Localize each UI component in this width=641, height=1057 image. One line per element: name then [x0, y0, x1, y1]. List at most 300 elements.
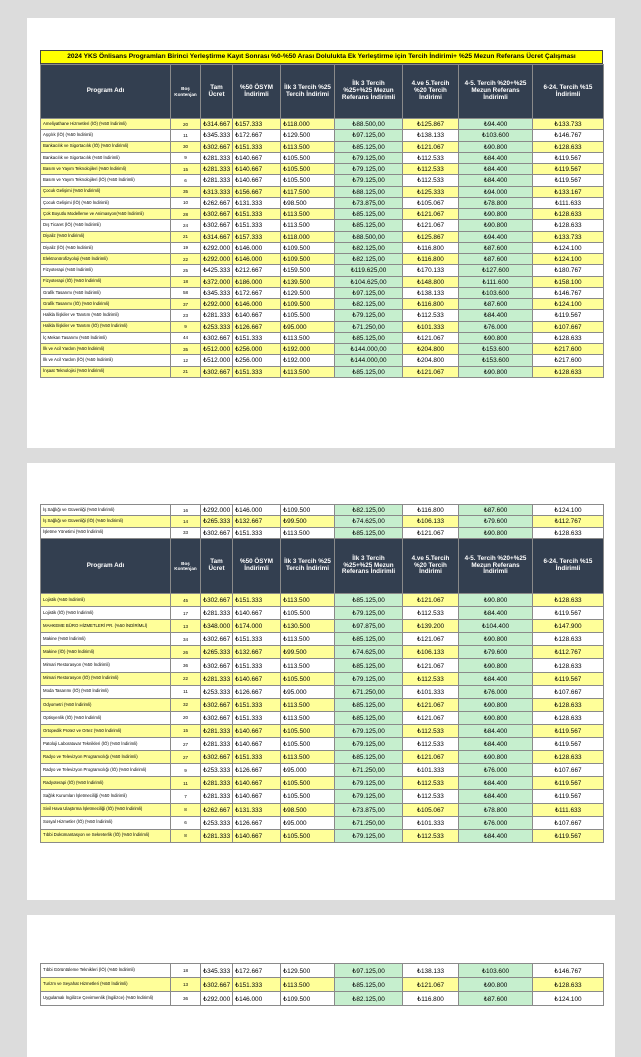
cell-first3-referral: ₺82.125,00: [335, 242, 403, 253]
cell-pref45-discount: ₺170.133: [403, 265, 459, 276]
cell-pref45-discount: ₺121.067: [403, 527, 459, 538]
cell-full-fee: ₺292.000: [201, 242, 233, 253]
cell-program-name: Çocuk Gelişimi (İÖ) (%50 İndirimli): [41, 197, 171, 208]
cell-osym-discounted: ₺186.000: [233, 276, 281, 287]
cell-program-name: Tıbbi Görüntüleme Teknikleri (İÖ) (%50 İndirimli): [41, 964, 171, 978]
cell-empty-quota: 11: [171, 777, 201, 790]
cell-pref45-referral: ₺87.600: [459, 992, 533, 1006]
cell-full-fee: ₺345.333: [201, 287, 233, 298]
sheet-page-1: [27, 18, 615, 448]
cell-pref6-24-discount: ₺112.767: [533, 516, 604, 527]
cell-empty-quota: 12: [171, 355, 201, 366]
cell-first3-referral: ₺79.125,00: [335, 829, 403, 842]
cell-osym-discounted: ₺140.667: [233, 724, 281, 737]
cell-pref6-24-discount: ₺217.600: [533, 344, 604, 355]
cell-pref45-referral: ₺103.600: [459, 287, 533, 298]
cell-full-fee: ₺292.000: [201, 254, 233, 265]
cell-pref6-24-discount: ₺112.767: [533, 646, 604, 659]
cell-first3-discount: ₺95.000: [281, 321, 335, 332]
cell-pref45-discount: ₺121.067: [403, 659, 459, 672]
sheet-page-3: [27, 915, 615, 1057]
cell-empty-quota: 37: [171, 299, 201, 310]
cell-full-fee: ₺302.667: [201, 332, 233, 343]
cell-first3-discount: ₺98.500: [281, 803, 335, 816]
cell-pref45-discount: ₺112.533: [403, 738, 459, 751]
header-full-fee: Tam Ücret: [201, 65, 233, 119]
cell-full-fee: ₺253.333: [201, 321, 233, 332]
table-row: [41, 209, 604, 220]
cell-first3-discount: ₺117.500: [281, 186, 335, 197]
cell-pref45-referral: ₺94.400: [459, 119, 533, 130]
cell-program-name: Fizyoterapi (%50 İndirimli): [41, 265, 171, 276]
cell-full-fee: ₺281.333: [201, 738, 233, 751]
cell-pref45-discount: ₺112.533: [403, 777, 459, 790]
cell-first3-discount: ₺192.000: [281, 344, 335, 355]
cell-program-name: Çok Boyutlu Modelleme ve Animasyon(%50 İndirimli): [41, 209, 171, 220]
cell-first3-discount: ₺105.500: [281, 777, 335, 790]
table-row: [41, 764, 604, 777]
cell-pref45-referral: ₺87.600: [459, 242, 533, 253]
cell-full-fee: ₺302.667: [201, 209, 233, 220]
cell-first3-referral: ₺79.125,00: [335, 175, 403, 186]
cell-pref45-discount: ₺112.533: [403, 724, 459, 737]
cell-pref45-discount: ₺138.133: [403, 130, 459, 141]
cell-pref45-discount: ₺112.533: [403, 175, 459, 186]
cell-first3-discount: ₺113.500: [281, 527, 335, 538]
cell-pref45-referral: ₺127.600: [459, 265, 533, 276]
cell-osym-discounted: ₺126.667: [233, 764, 281, 777]
cell-pref6-24-discount: ₺119.567: [533, 790, 604, 803]
cell-pref45-referral: ₺87.600: [459, 505, 533, 516]
cell-program-name: Radyo ve Televizyon Programcılığı (%50 İndirimli): [41, 751, 171, 764]
cell-program-name: İş Sağlığı ve Güvenliği (%50 İndirimli): [41, 505, 171, 516]
cell-first3-referral: ₺104.625,00: [335, 276, 403, 287]
header-program-name: Program Adı: [41, 539, 171, 594]
cell-program-name: Basım ve Yayım Teknolojileri (İÖ) (%50 İndirimli): [41, 175, 171, 186]
cell-empty-quota: 18: [171, 276, 201, 287]
cell-osym-discounted: ₺151.333: [233, 141, 281, 152]
cell-pref45-referral: ₺153.600: [459, 355, 533, 366]
cell-pref6-24-discount: ₺119.567: [533, 777, 604, 790]
cell-pref6-24-discount: ₺119.567: [533, 829, 604, 842]
cell-empty-quota: 25: [171, 265, 201, 276]
header-pref45-discount: 4.ve 5.Tercih %20 Tercih İndirimi: [403, 539, 459, 594]
cell-first3-referral: ₺82.125,00: [335, 505, 403, 516]
cell-pref45-referral: ₺76.000: [459, 321, 533, 332]
cell-first3-referral: ₺74.625,00: [335, 516, 403, 527]
cell-pref45-referral: ₺84.400: [459, 724, 533, 737]
cell-full-fee: ₺512.000: [201, 355, 233, 366]
cell-full-fee: ₺265.333: [201, 516, 233, 527]
cell-empty-quota: 9: [171, 321, 201, 332]
cell-full-fee: ₺292.000: [201, 505, 233, 516]
table-row: [41, 685, 604, 698]
cell-pref45-referral: ₺84.400: [459, 164, 533, 175]
table-row: [41, 646, 604, 659]
table-row: [41, 620, 604, 633]
cell-empty-quota: 11: [171, 130, 201, 141]
cell-full-fee: ₺302.667: [201, 659, 233, 672]
cell-pref45-discount: ₺139.200: [403, 620, 459, 633]
table-row: [41, 332, 604, 343]
cell-full-fee: ₺314.667: [201, 119, 233, 130]
cell-full-fee: ₺302.667: [201, 366, 233, 377]
cell-pref45-referral: ₺104.400: [459, 620, 533, 633]
cell-empty-quota: 32: [171, 698, 201, 711]
table-row: [41, 164, 604, 175]
cell-first3-referral: ₺85.125,00: [335, 711, 403, 724]
cell-osym-discounted: ₺151.333: [233, 633, 281, 646]
table-row: [41, 803, 604, 816]
cell-program-name: Diyaliz (İÖ) (%50 İndirimli): [41, 242, 171, 253]
cell-pref45-discount: ₺138.133: [403, 287, 459, 298]
cell-pref45-discount: ₺112.533: [403, 152, 459, 163]
table-row: [41, 777, 604, 790]
cell-empty-quota: 20: [171, 711, 201, 724]
cell-first3-discount: ₺192.000: [281, 355, 335, 366]
cell-pref6-24-discount: ₺128.633: [533, 366, 604, 377]
cell-full-fee: ₺281.333: [201, 175, 233, 186]
cell-full-fee: ₺262.667: [201, 803, 233, 816]
cell-empty-quota: 21: [171, 366, 201, 377]
cell-first3-discount: ₺118.000: [281, 119, 335, 130]
cell-program-name: Halkla İlişkiler ve Tanıtım (İÖ) (%50 İndirimli): [41, 321, 171, 332]
cell-pref6-24-discount: ₺128.633: [533, 594, 604, 607]
cell-pref45-discount: ₺138.133: [403, 964, 459, 978]
cell-empty-quota: 22: [171, 672, 201, 685]
cell-osym-discounted: ₺140.667: [233, 790, 281, 803]
table-row: [41, 751, 604, 764]
cell-full-fee: ₺314.667: [201, 231, 233, 242]
cell-pref45-discount: ₺125.333: [403, 186, 459, 197]
cell-pref45-discount: ₺121.067: [403, 751, 459, 764]
cell-pref45-discount: ₺121.067: [403, 698, 459, 711]
cell-osym-discounted: ₺146.000: [233, 299, 281, 310]
cell-pref45-discount: ₺101.333: [403, 685, 459, 698]
cell-program-name: Radyoterapi (İÖ) (%50 İndirimli): [41, 777, 171, 790]
cell-empty-quota: 13: [171, 620, 201, 633]
cell-empty-quota: 23: [171, 310, 201, 321]
cell-pref6-24-discount: ₺146.767: [533, 130, 604, 141]
cell-pref6-24-discount: ₺119.567: [533, 164, 604, 175]
cell-pref45-discount: ₺105.067: [403, 803, 459, 816]
cell-first3-discount: ₺95.000: [281, 685, 335, 698]
cell-first3-discount: ₺113.500: [281, 659, 335, 672]
cell-osym-discounted: ₺156.667: [233, 186, 281, 197]
cell-empty-quota: 34: [171, 633, 201, 646]
cell-full-fee: ₺512.000: [201, 344, 233, 355]
cell-first3-referral: ₺144.000,00: [335, 355, 403, 366]
header-first3-referral: İlk 3 Tercih %25+%25 Mezun Referans İndirimli: [335, 539, 403, 594]
cell-empty-quota: 21: [171, 231, 201, 242]
cell-osym-discounted: ₺172.667: [233, 964, 281, 978]
cell-empty-quota: 45: [171, 594, 201, 607]
cell-first3-referral: ₺85.125,00: [335, 332, 403, 343]
cell-osym-discounted: ₺140.667: [233, 310, 281, 321]
cell-pref45-discount: ₺116.800: [403, 992, 459, 1006]
cell-first3-discount: ₺113.500: [281, 209, 335, 220]
cell-osym-discounted: ₺151.333: [233, 366, 281, 377]
cell-osym-discounted: ₺146.000: [233, 254, 281, 265]
cell-first3-referral: ₺79.125,00: [335, 724, 403, 737]
cell-pref6-24-discount: ₺128.633: [533, 659, 604, 672]
cell-first3-referral: ₺79.125,00: [335, 607, 403, 620]
cell-pref6-24-discount: ₺107.667: [533, 816, 604, 829]
cell-first3-discount: ₺105.500: [281, 175, 335, 186]
cell-empty-quota: 10: [171, 197, 201, 208]
cell-first3-referral: ₺144.000,00: [335, 344, 403, 355]
cell-program-name: Aşçılık (İÖ) (%50 İndirimli): [41, 130, 171, 141]
cell-pref45-discount: ₺112.533: [403, 829, 459, 842]
table-row: [41, 321, 604, 332]
cell-osym-discounted: ₺140.667: [233, 175, 281, 186]
cell-first3-referral: ₺85.125,00: [335, 698, 403, 711]
cell-program-name: Mimari Restorasyon (İÖ) (%50 İndirimli): [41, 672, 171, 685]
cell-pref45-referral: ₺76.000: [459, 764, 533, 777]
cell-pref6-24-discount: ₺124.100: [533, 992, 604, 1006]
header-pref6-24-discount: 6-24. Tercih %15 İndirimli: [533, 539, 604, 594]
cell-first3-referral: ₺71.250,00: [335, 816, 403, 829]
cell-osym-discounted: ₺172.667: [233, 287, 281, 298]
cell-empty-quota: 6: [171, 175, 201, 186]
cell-pref45-referral: ₺76.000: [459, 816, 533, 829]
cell-empty-quota: 35: [171, 186, 201, 197]
cell-first3-discount: ₺105.500: [281, 672, 335, 685]
cell-pref45-discount: ₺112.533: [403, 607, 459, 620]
cell-first3-referral: ₺79.125,00: [335, 738, 403, 751]
cell-osym-discounted: ₺132.667: [233, 516, 281, 527]
cell-pref45-discount: ₺125.867: [403, 119, 459, 130]
cell-osym-discounted: ₺151.333: [233, 209, 281, 220]
cell-osym-discounted: ₺256.000: [233, 355, 281, 366]
cell-program-name: Grafik Tasarımı (%50 İndirimli): [41, 287, 171, 298]
cell-pref6-24-discount: ₺128.633: [533, 220, 604, 231]
cell-empty-quota: 27: [171, 738, 201, 751]
table-row: [41, 366, 604, 377]
cell-program-name: İşletme Yönetimi (%50 İndirimli): [41, 527, 171, 538]
cell-pref45-discount: ₺121.067: [403, 978, 459, 992]
cell-pref45-referral: ₺84.400: [459, 310, 533, 321]
cell-pref45-referral: ₺76.000: [459, 685, 533, 698]
cell-full-fee: ₺348.000: [201, 620, 233, 633]
cell-empty-quota: 35: [171, 344, 201, 355]
cell-osym-discounted: ₺174.000: [233, 620, 281, 633]
cell-osym-discounted: ₺140.667: [233, 607, 281, 620]
cell-first3-discount: ₺113.500: [281, 751, 335, 764]
cell-full-fee: ₺302.667: [201, 698, 233, 711]
cell-pref6-24-discount: ₺128.633: [533, 698, 604, 711]
cell-pref45-referral: ₺90.800: [459, 332, 533, 343]
cell-first3-referral: ₺97.125,00: [335, 287, 403, 298]
cell-first3-referral: ₺79.125,00: [335, 790, 403, 803]
cell-first3-referral: ₺85.125,00: [335, 366, 403, 377]
cell-first3-referral: ₺88.500,00: [335, 119, 403, 130]
cell-pref6-24-discount: ₺133.167: [533, 186, 604, 197]
cell-first3-discount: ₺113.500: [281, 366, 335, 377]
table-row: [41, 659, 604, 672]
cell-first3-discount: ₺113.500: [281, 141, 335, 152]
cell-pref45-referral: ₺90.800: [459, 659, 533, 672]
cell-osym-discounted: ₺157.333: [233, 119, 281, 130]
cell-empty-quota: 36: [171, 992, 201, 1006]
cell-osym-discounted: ₺151.333: [233, 659, 281, 672]
cell-empty-quota: 17: [171, 607, 201, 620]
cell-first3-referral: ₺82.125,00: [335, 992, 403, 1006]
header-osym-discounted: %50 ÖSYM İndirimli: [233, 65, 281, 119]
cell-osym-discounted: ₺140.667: [233, 777, 281, 790]
cell-first3-referral: ₺73.875,00: [335, 197, 403, 208]
cell-program-name: Sosyal Hizmetler (İÖ) (%50 İndirimli): [41, 816, 171, 829]
fee-table-2: [40, 538, 604, 843]
cell-pref6-24-discount: ₺119.567: [533, 724, 604, 737]
cell-pref45-referral: ₺84.400: [459, 607, 533, 620]
cell-program-name: İnşaat Teknolojisi (%50 İndirimli): [41, 366, 171, 377]
fee-table-2-top: [40, 504, 604, 539]
cell-pref45-referral: ₺87.600: [459, 254, 533, 265]
cell-first3-discount: ₺118.000: [281, 231, 335, 242]
table-row: [41, 254, 604, 265]
cell-empty-quota: 27: [171, 751, 201, 764]
cell-osym-discounted: ₺126.667: [233, 321, 281, 332]
cell-first3-referral: ₺85.125,00: [335, 594, 403, 607]
cell-pref45-referral: ₺153.600: [459, 344, 533, 355]
cell-first3-discount: ₺113.500: [281, 978, 335, 992]
cell-program-name: MAHKEME BÜRO HİZMETLERİ PR. (%50 İNDİRİMLİ): [41, 620, 171, 633]
cell-osym-discounted: ₺151.333: [233, 220, 281, 231]
cell-first3-discount: ₺98.500: [281, 197, 335, 208]
cell-program-name: Sivil Hava Ulaştırma İşletmeciliği (İÖ) (%50 İndirimli): [41, 803, 171, 816]
cell-pref45-referral: ₺90.800: [459, 209, 533, 220]
cell-program-name: Elektronörofizyoloji (%50 İndirimli): [41, 254, 171, 265]
cell-program-name: Ameliyathane Hizmetleri (İÖ) (%50 İndirimli): [41, 119, 171, 130]
cell-pref6-24-discount: ₺111.633: [533, 197, 604, 208]
cell-full-fee: ₺281.333: [201, 607, 233, 620]
cell-full-fee: ₺281.333: [201, 724, 233, 737]
cell-first3-referral: ₺79.125,00: [335, 310, 403, 321]
table-row: [41, 310, 604, 321]
cell-pref45-referral: ₺94.400: [459, 231, 533, 242]
cell-pref6-24-discount: ₺119.567: [533, 607, 604, 620]
cell-program-name: Halkla İlişkiler ve Tanıtım (%50 İndirimli): [41, 310, 171, 321]
header-pref45-referral: 4-5. Tercih %20+%25 Mezun Referans İndirimli: [459, 65, 533, 119]
cell-pref45-discount: ₺125.867: [403, 231, 459, 242]
cell-full-fee: ₺281.333: [201, 164, 233, 175]
cell-pref45-referral: ₺84.400: [459, 672, 533, 685]
cell-first3-discount: ₺99.500: [281, 646, 335, 659]
cell-empty-quota: 9: [171, 764, 201, 777]
cell-pref45-discount: ₺101.333: [403, 816, 459, 829]
cell-full-fee: ₺302.667: [201, 141, 233, 152]
cell-empty-quota: 7: [171, 790, 201, 803]
cell-first3-referral: ₺82.125,00: [335, 254, 403, 265]
cell-osym-discounted: ₺131.333: [233, 803, 281, 816]
cell-empty-quota: 16: [171, 505, 201, 516]
cell-first3-referral: ₺79.125,00: [335, 672, 403, 685]
cell-empty-quota: 30: [171, 141, 201, 152]
cell-full-fee: ₺281.333: [201, 672, 233, 685]
cell-full-fee: ₺292.000: [201, 992, 233, 1006]
cell-empty-quota: 15: [171, 724, 201, 737]
cell-program-name: Bankacılık ve Sigortacılık (İÖ) (%50 İndirimli): [41, 141, 171, 152]
cell-pref6-24-discount: ₺124.100: [533, 505, 604, 516]
cell-program-name: Diyaliz (%50 İndirimli): [41, 231, 171, 242]
cell-pref6-24-discount: ₺119.567: [533, 152, 604, 163]
table-row: [41, 738, 604, 751]
table-row: [41, 527, 604, 538]
cell-first3-referral: ₺79.125,00: [335, 777, 403, 790]
cell-pref6-24-discount: ₺119.567: [533, 738, 604, 751]
table-row: [41, 816, 604, 829]
cell-full-fee: ₺281.333: [201, 790, 233, 803]
cell-full-fee: ₺253.333: [201, 816, 233, 829]
cell-first3-referral: ₺85.125,00: [335, 209, 403, 220]
cell-osym-discounted: ₺140.667: [233, 829, 281, 842]
cell-osym-discounted: ₺140.667: [233, 164, 281, 175]
cell-full-fee: ₺302.667: [201, 978, 233, 992]
cell-first3-referral: ₺85.125,00: [335, 978, 403, 992]
cell-full-fee: ₺265.333: [201, 646, 233, 659]
cell-pref45-referral: ₺87.600: [459, 299, 533, 310]
cell-first3-referral: ₺97.875,00: [335, 620, 403, 633]
table-row: [41, 964, 604, 978]
header-first3-referral: İlk 3 Tercih %25+%25 Mezun Referans İndirimli: [335, 65, 403, 119]
cell-first3-discount: ₺113.500: [281, 332, 335, 343]
cell-pref45-discount: ₺121.067: [403, 366, 459, 377]
cell-full-fee: ₺253.333: [201, 685, 233, 698]
cell-first3-discount: ₺109.500: [281, 242, 335, 253]
cell-program-name: Odyometri (%50 İndirimli): [41, 698, 171, 711]
cell-pref6-24-discount: ₺124.100: [533, 299, 604, 310]
cell-first3-discount: ₺105.500: [281, 738, 335, 751]
cell-first3-discount: ₺109.500: [281, 992, 335, 1006]
cell-pref6-24-discount: ₺217.600: [533, 355, 604, 366]
table-row: [41, 607, 604, 620]
table-row: [41, 231, 604, 242]
cell-pref6-24-discount: ₺128.633: [533, 751, 604, 764]
cell-pref6-24-discount: ₺119.567: [533, 175, 604, 186]
cell-first3-discount: ₺139.500: [281, 276, 335, 287]
cell-first3-discount: ₺105.500: [281, 310, 335, 321]
cell-first3-discount: ₺129.500: [281, 287, 335, 298]
cell-program-name: Sağlık Kurumları İşletmeciliği (%50 İndirimli): [41, 790, 171, 803]
table-row: [41, 141, 604, 152]
cell-pref45-referral: ₺84.400: [459, 829, 533, 842]
header-osym-discounted: %50 ÖSYM İndirimli: [233, 539, 281, 594]
cell-first3-discount: ₺109.500: [281, 299, 335, 310]
cell-pref45-discount: ₺101.333: [403, 321, 459, 332]
cell-empty-quota: 8: [171, 829, 201, 842]
cell-first3-discount: ₺159.500: [281, 265, 335, 276]
cell-empty-quota: 9: [171, 152, 201, 163]
cell-first3-discount: ₺105.500: [281, 152, 335, 163]
cell-empty-quota: 13: [171, 978, 201, 992]
cell-osym-discounted: ₺256.000: [233, 344, 281, 355]
cell-pref45-discount: ₺204.800: [403, 355, 459, 366]
cell-pref45-discount: ₺105.067: [403, 197, 459, 208]
cell-empty-quota: 18: [171, 964, 201, 978]
cell-empty-quota: 33: [171, 527, 201, 538]
sheet-page-2: [27, 463, 615, 900]
cell-pref45-referral: ₺90.800: [459, 141, 533, 152]
cell-osym-discounted: ₺146.000: [233, 242, 281, 253]
cell-first3-referral: ₺79.125,00: [335, 152, 403, 163]
cell-pref45-referral: ₺111.600: [459, 276, 533, 287]
cell-first3-discount: ₺105.500: [281, 829, 335, 842]
cell-pref6-24-discount: ₺147.900: [533, 620, 604, 633]
cell-program-name: Optisyenlik (İÖ) (%50 İndirimli): [41, 711, 171, 724]
cell-program-name: Dış Ticaret (İÖ) (%50 İndirimli): [41, 220, 171, 231]
cell-pref45-discount: ₺106.133: [403, 646, 459, 659]
